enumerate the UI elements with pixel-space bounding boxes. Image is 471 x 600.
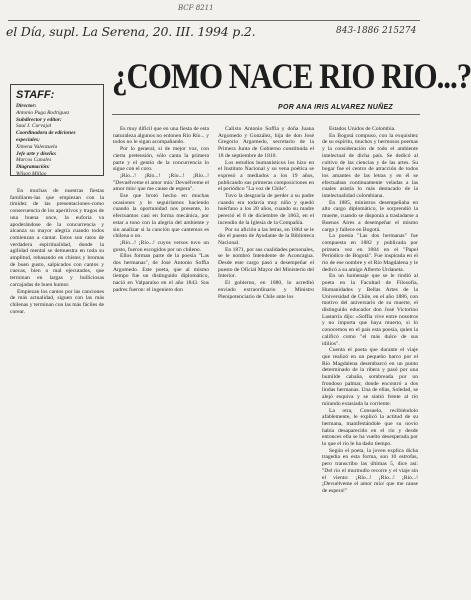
paragraph: En Bogotá compuso, con la exquisitez de su espíritu, muchos y hermosos poemas y la consideración de todo el ambiente intelectual de dicha país. Se dedicó al cultivo de las ciencias y de las artes. Su bogar fue el centro de atracción de todos los amantes de las letras y en él se efectuaban continuamente veladas a las cuales asistía lo más destacado de la intelectualidad colombiana. [322, 132, 418, 200]
paragraph: Ese que brotó hecho en muchas ocasiones y le seguiríamos haciendo cuando la oportunidad nos presente, lo efectuamos casi en forma mecánica, por estar a tono con la alegría del ambiente y sin analizar si la canción que cantemos es chilena o no. [113, 193, 209, 240]
paragraph: Calixto Antonio Soffia y doña Juana Argomedo y González, hija de don José Gregorio Argomedo, secretario de la Primera Junta de Gobierno constituida el 18 de septiembre de 1810. [218, 126, 314, 159]
article-byline: POR ANA IRIS ALVAREZ NUÑEZ [278, 104, 394, 111]
staff-title: STAFF: [16, 89, 55, 101]
paragraph: Por lo general, si de mejor voz, con cierta pretensión, sólo canta la primera parte y el gentío de la concurrencia lo sigue con el coro. [113, 146, 209, 173]
paragraph: Empiezan los cantos por las canciones de más actualidad, siguen con las más chilenas y terminan con las más fáciles de corear. [10, 288, 104, 315]
staff-row [16, 103, 98, 117]
staff-row [16, 130, 98, 150]
paragraph: Los estudios humanísticos los hizo en el Instituto Nacional y su vena poética se expresó a mediados a los 19 años, publicando sus primeras composiciones en el periódico "La voz de Chile". [218, 159, 314, 193]
paragraph: Por su afición a las letras, en 1864 se le dio el puesto de Ayudante de la Biblioteca Nacional. [218, 226, 314, 246]
paragraph: En muchas de nuestras fiestas familiares-las que empiezan con la timidez de las presentaciones-como consecuencia de los aperitivos y tragos de una buena once, la euforia va apoderándose de la concurrencia y alcanza su mayor alegría cuando todos comienzan a cantar. Estos son ratos de verdadera espiritualidad, donde la agilidad mental se demuestra en toda su amplitud, rebasando en chistes y bromas de buen gusto, salpicados con cantos y cuecas, bien o mal ejecutados, que terminan en largas y bulliciosas carcajadas de buen humor. [10, 188, 104, 288]
article-headline: ¿COMO NACE RIO RIO...? [112, 56, 471, 96]
paragraph: Ellos forman parte de la poesía "Las dos hermanas", de José Antonio Soffia Argomedo. Este poeta, que al mismo tiempo fue un distinguido diplomático, nació en Valparaíso en el año 1843. Sus padres fueron: el ingeniero don [113, 253, 209, 293]
paragraph: Tuvo la desgracia de perder a su padre cuando era todavía muy niño y quedó huérfano a los 20 años, cuando su madre pereció el 8 de diciembre de 1863, en el incendio de la Iglesia de la Compañía. [218, 193, 314, 226]
paragraph: ¡Río...! ¡Río...! ¡Río...! ¡Río...! "Devuélveme el amor mío/ Devuélveme el amor mío/ que me cause de espera". [113, 172, 209, 193]
article-column-4 [322, 126, 418, 495]
staff-value: Ximena Valenzuela [16, 143, 58, 150]
article-column-1 [10, 188, 104, 315]
paragraph: El gobierno, en 1880, lo acreditó enviado extraordinario y Ministro Plenipotenciario de Chile ante los [218, 280, 314, 300]
paragraph: En un homenaje que se le rindió al poeta en la Facultad de Filosofía, Humanidades y Bellas Artes de la Universidad de Chile, en el año 1886, con motivo del aniversario de su muerte, el distinguido educador don José Victorino Lastarria dijo: «Soffia vive entre nosotros y no importa que haya muerto, si lo conocemos en el país esta poesía, quien la calificó como "el más dulce de sus idilios". [322, 273, 418, 347]
article-column-2 [113, 126, 209, 294]
staff-value: Antonio Puga Rodríguez [16, 109, 70, 116]
paragraph: La poesía "Las dos hermanas" fue compuesta en 1882 y publicada por primera vez en 1884 en el "Papel Periódico de Bogotá". Fue inspirada en el río de ese nombre y el Río Magdalena y le dedicó a su amigo Alberto Urdaneta. [322, 233, 418, 273]
staff-value: Wilson Millao [16, 170, 47, 177]
paragraph: En 1885, ministros desempeñaba en alto cargo diplomático, le sorprendió la muerte, cuando se disponía a trasladarse a Buenos Aires a desempeñar el mismo cargo y fallece en Bogotá. [322, 199, 418, 233]
staff-value: Saul J. Carvajal [16, 123, 52, 130]
paragraph: En 1871, por sus cualidades personales, se le nombró Intendente de Aconcagua. Desde este cargo pasó a desempeñar el puesto de Oficial Mayor del Ministerio del Interior. [218, 246, 315, 280]
staff-label: Diagramación: [16, 164, 50, 171]
staff-label: Director: [16, 103, 37, 109]
paragraph: Cuenta el poeta que durante el viaje que realizó en un pequeño barco por el Río Magdalena desembarcó en un punto determinado de la ribera y pasó por una humilde cabaña, sombreada por un frondoso palmar, donde encontró a dos lindas hermanas. Una de ellas, Soledad, se alejó esquiva y se sintió frente al río mirando extasiada la corriente. [322, 347, 418, 407]
article-column-3 [218, 126, 314, 300]
staff-row [16, 117, 98, 131]
headline-divider [112, 114, 420, 115]
paragraph: Es muy difícil que en una fiesta de esta naturaleza algunos no entonen Río Río... y todos no le sigan acompañando. [113, 126, 209, 146]
staff-row [16, 164, 98, 178]
staff-label: Jefe arte y diseño: [16, 150, 57, 157]
paragraph: La otra, Consuelo, recibiéndolo afablemente, le explicó la actitud de su hermana, manifestándole que su novio había desaparecido en el río y desde entonces ella se ha vuelto desesperada por lo que el río le ha dado tiempo. [322, 407, 418, 448]
handwritten-source-note: el Día, supl. La Serena, 20. III. 1994 p.2. [6, 24, 256, 39]
staff-box [10, 84, 104, 176]
staff-label: Coordinadora de ediciones especiales: [16, 130, 76, 143]
staff-row [16, 151, 98, 165]
handwritten-reference-number: 843-1886 215274 [336, 26, 417, 36]
staff-value: Marcos Canales [16, 157, 52, 164]
staff-label: Subdirector y editor: [16, 116, 62, 123]
paragraph: Estados Unidos de Colombia. [329, 126, 396, 132]
top-divider [8, 20, 420, 21]
paragraph: ¡Río...! ¡Río...! cuyos versos tuvo un gusto, fueron escogidos por un chileno. [113, 239, 209, 253]
handwritten-catalog-code: BCF 8211 [178, 4, 214, 12]
paragraph: Según el poeta, la joven explica dicha tragedia en esta forma, son 10 estrofas, pero transcribo las últimas 5, dice así: "Del río el murmullo recorre y el viaje sin el viento: ¡Río...! ¡Río...! ¡Río...! ¡Devuélveme el amor mío/ que me cause de espera!" [322, 447, 418, 494]
